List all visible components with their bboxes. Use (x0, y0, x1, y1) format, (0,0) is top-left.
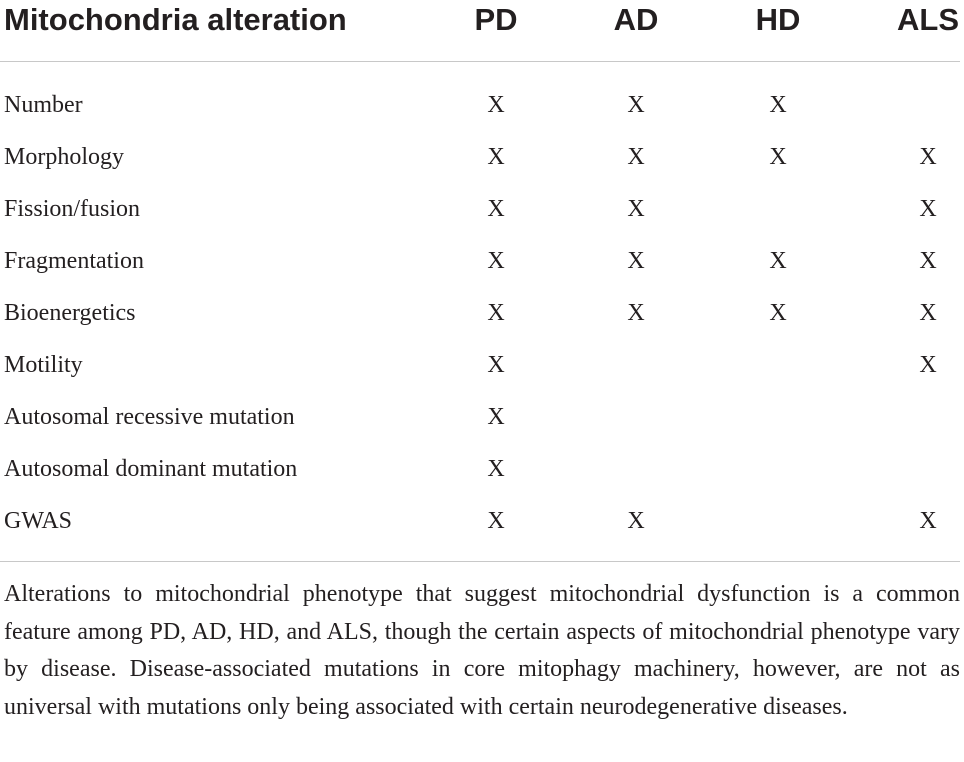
table-cell: X (627, 248, 645, 274)
table-cell (718, 453, 838, 485)
table-cell: X (627, 508, 645, 534)
table-cell (718, 349, 838, 381)
table-cell (576, 453, 696, 485)
table-cell: X (487, 92, 505, 118)
table-cell: X (487, 404, 505, 430)
table-cell: X (487, 248, 505, 274)
table-cell (576, 401, 696, 433)
table-cell (868, 401, 964, 433)
table-footnote: Alterations to mitochondrial phenotype that suggest mitochondrial dysfunction is a common feature among PD, AD, HD, and ALS, though the certain aspects of mitochondrial phenotype vary by disease. Disease-associated mutations in core mitophagy machinery, however, are not as universal with mutations only being associated with certain neurodegenerative diseases. (4, 581, 960, 720)
table-cell: X (919, 300, 937, 326)
table-cell (718, 193, 838, 225)
row-label: Number (4, 92, 83, 118)
table-cell (868, 453, 964, 485)
table-cell: X (627, 144, 645, 170)
table-cell: X (919, 196, 937, 222)
table-cell: X (487, 196, 505, 222)
row-label: Bioenergetics (4, 300, 136, 326)
table-cell: X (769, 92, 787, 118)
table-cell: X (919, 508, 937, 534)
table-cell: X (769, 300, 787, 326)
header-hd: HD (755, 2, 801, 37)
row-label: Autosomal dominant mutation (4, 456, 298, 482)
table-cell (718, 401, 838, 433)
table-cell: X (769, 248, 787, 274)
row-label: GWAS (4, 508, 73, 534)
table-cell: X (627, 300, 645, 326)
row-label: Fragmentation (4, 248, 144, 274)
table-cell: X (487, 352, 505, 378)
table-cell: X (919, 144, 937, 170)
row-label: Fission/fusion (4, 196, 141, 222)
table-cell: X (487, 300, 505, 326)
table-cell (718, 505, 838, 537)
table-cell: X (769, 144, 787, 170)
table-cell: X (919, 352, 937, 378)
table-cell (576, 349, 696, 381)
header-pd: PD (474, 2, 518, 37)
row-label: Motility (4, 352, 83, 378)
table-cell: X (487, 456, 505, 482)
footer-divider (0, 561, 960, 562)
row-label: Autosomal recessive mutation (4, 404, 295, 430)
table-cell: X (487, 144, 505, 170)
table-cell: X (627, 196, 645, 222)
table-cell (868, 89, 964, 121)
table-cell: X (919, 248, 937, 274)
header-ad: AD (613, 2, 659, 37)
table-cell: X (627, 92, 645, 118)
table-cell: X (487, 508, 505, 534)
row-label: Morphology (4, 144, 124, 170)
header-alteration: Mitochondria alteration (4, 2, 347, 37)
header-divider (0, 61, 960, 62)
header-als: ALS (897, 2, 959, 37)
